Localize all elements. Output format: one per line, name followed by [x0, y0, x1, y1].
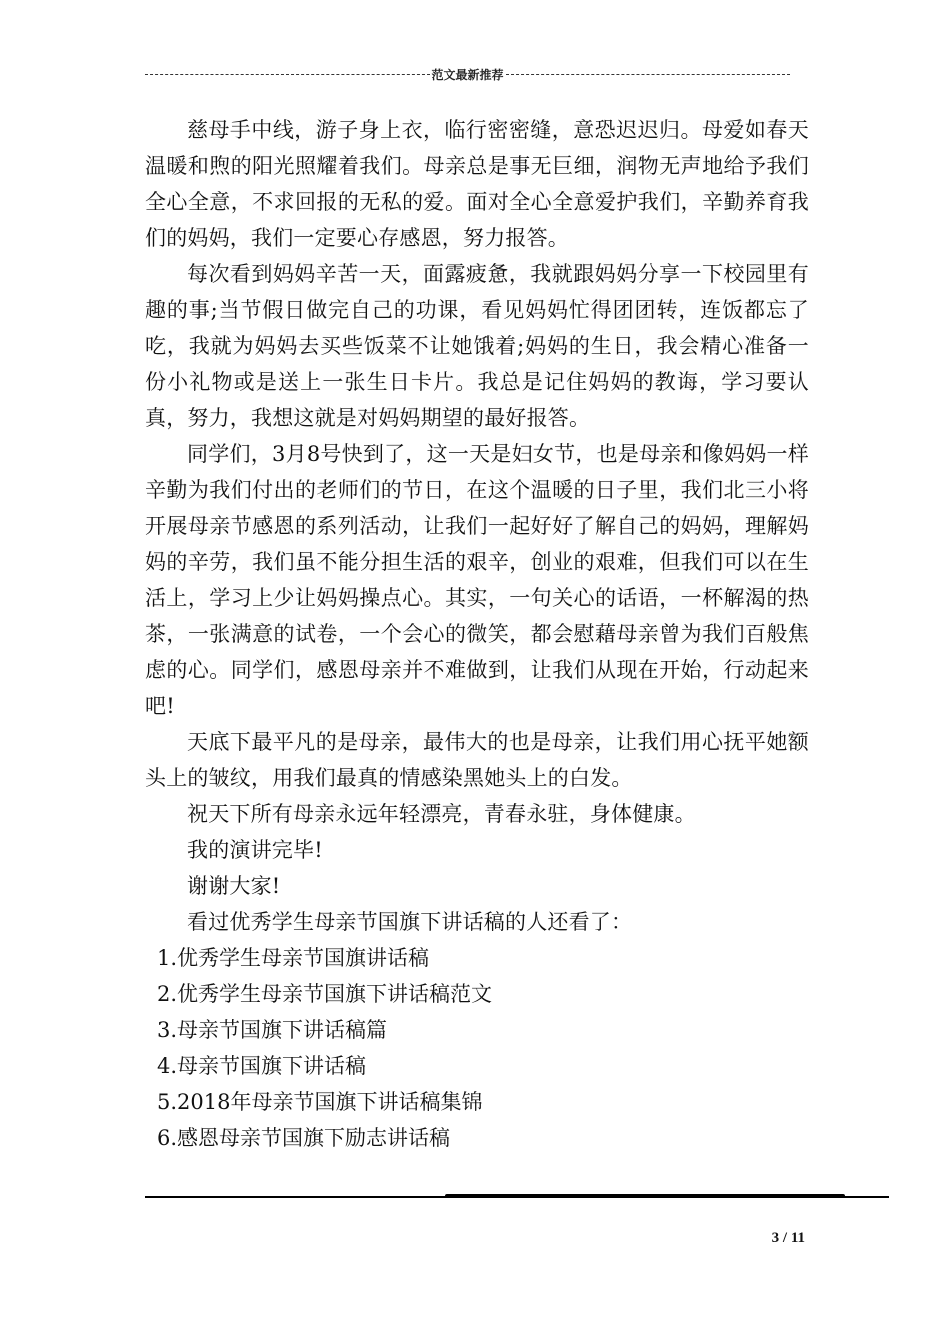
related-link[interactable]: 3.母亲节国旗下讲话稿篇 — [157, 1018, 388, 1042]
header-dash-left — [145, 74, 430, 75]
related-list — [145, 940, 809, 1156]
header-dash-right — [506, 74, 791, 75]
paragraph: 谢谢大家! — [187, 874, 281, 898]
footer-divider — [145, 1196, 889, 1200]
related-link[interactable]: 6.感恩母亲节国旗下励志讲话稿 — [157, 1126, 451, 1150]
header-banner — [145, 66, 790, 83]
related-link[interactable]: 2.优秀学生母亲节国旗下讲话稿范文 — [157, 982, 493, 1006]
related-link[interactable]: 5.2018年母亲节国旗下讲话稿集锦 — [157, 1090, 483, 1114]
header-label: 范文最新推荐 — [431, 68, 504, 82]
related-link[interactable]: 4.母亲节国旗下讲话稿 — [157, 1054, 367, 1078]
related-link[interactable]: 1.优秀学生母亲节国旗讲话稿 — [157, 946, 430, 970]
related-heading: 看过优秀学生母亲节国旗下讲话稿的人还看了： — [187, 910, 633, 934]
paragraph: 每次看到妈妈辛苦一天，面露疲惫，我就跟妈妈分享一下校园里有趣的事;当节假日做完自己的功课，看见妈妈忙得团团转，连饭都忘了吃，我就为妈妈去买些饭菜不让她饿着;妈妈的生日，我会精心准备一份小礼物或是送上一张生日卡片。我总是记住妈妈的教诲，学习要认真，努力，我想这就是对妈妈期望的最好报答。 — [145, 262, 809, 430]
paragraph: 我的演讲完毕! — [187, 838, 323, 862]
page-number: 3 / 11 — [771, 1230, 805, 1246]
paragraph: 天底下最平凡的是母亲，最伟大的也是母亲，让我们用心抚平她额头上的皱纹，用我们最真的情感染黑她头上的白发。 — [145, 730, 809, 790]
paragraph: 慈母手中线，游子身上衣，临行密密缝，意恐迟迟归。母爱如春天温暖和煦的阳光照耀着我们。母亲总是事无巨细，润物无声地给予我们全心全意，不求回报的无私的爱。面对全心全意爱护我们，辛勤养育我们的妈妈，我们一定要心存感恩，努力报答。 — [145, 118, 809, 250]
paragraph: 同学们，3月8号快到了，这一天是妇女节，也是母亲和像妈妈一样辛勤为我们付出的老师们的节日，在这个温暖的日子里，我们北三小将开展母亲节感恩的系列活动，让我们一起好好了解自己的妈妈，理解妈妈的辛劳，我们虽不能分担生活的艰辛，创业的艰难，但我们可以在生活上，学习上少让妈妈操点心。其实，一句关心的话语，一杯解渴的热茶，一张满意的试卷，一个会心的微笑，都会慰藉母亲曾为我们百般焦虑的心。同学们，感恩母亲并不难做到，让我们从现在开始，行动起来吧! — [145, 442, 809, 718]
article-body — [145, 112, 809, 1156]
paragraph: 祝天下所有母亲永远年轻漂亮，青春永驻，身体健康。 — [187, 802, 696, 826]
